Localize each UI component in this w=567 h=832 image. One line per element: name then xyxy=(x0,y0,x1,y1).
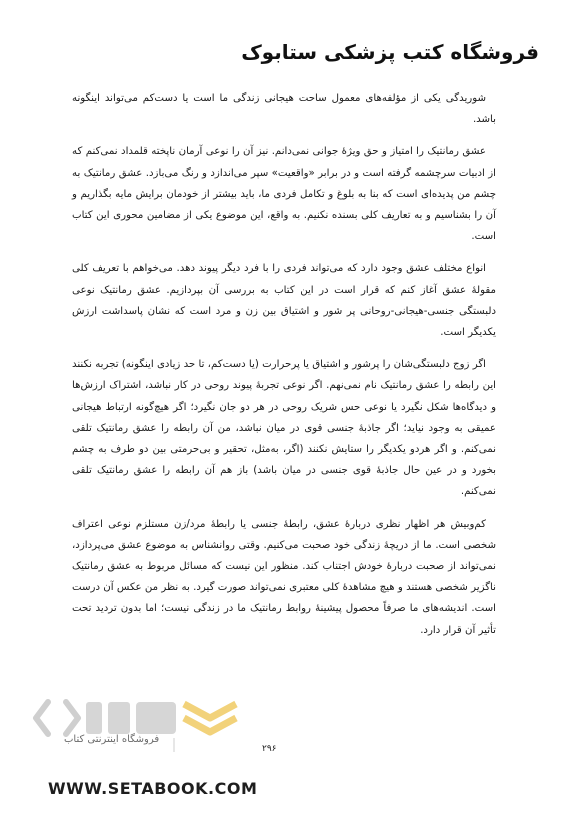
setabook-watermark-logo xyxy=(26,694,266,754)
watermark-subtitle: فروشگاه اینترنتی کتاب xyxy=(64,734,160,745)
watermark-letter-shape xyxy=(108,702,130,734)
paragraph: انواع مختلف عشق وجود دارد که می‌تواند فردی را با فرد دیگر پیوند دهد. می‌خواهم با تعریف کلی مقولهٔ عشق آغاز کنم که قرار است در این کتاب به بررسی آن بپردازیم. عشق رمانتیک نوعی دلبستگی جنسی-هیجانی-روحانی پر شور و اشتیاق بین زن و مرد است که نشان پاسداشت ارزش یکدیگر است. xyxy=(72,263,496,339)
watermark-letter-shape xyxy=(136,702,176,734)
watermark-gold-chevron-icon xyxy=(184,704,236,718)
paragraph: کم‌وبیش هر اظهار نظری دربارهٔ عشق، رابطهٔ جنسی یا رابطهٔ مرد/زن مستلزم نوعی اعتراف شخصی است. ما از دریچهٔ زندگی خود صحبت می‌کنیم. وقتی روانشناس به موضوع عشق می‌پردازد، نمی‌تواند از صحبت دربارهٔ خودش اجتناب کند. منظور این نیست که مسائل مربوط به عشق رمانتیک ناگزیر شخصی هستند و هیچ مشاهدهٔ کلی معتبری نمی‌تواند صورت گیرد. به نظر من عکس آن درست است. اندیشه‌های ما صرفاً محصول پیشینهٔ روابط رمانتیک ما در زندگی نیست؛ اما بدون تردید تحت تأثیر آن قرار دارد. xyxy=(72,518,496,636)
paragraph: شوریدگی یکی از مؤلفه‌های معمول ساحت هیجانی زندگی ما است یا دست‌کم می‌تواند اینگونه باشد. xyxy=(72,93,496,126)
page-number: ۲۹۶ xyxy=(262,744,277,754)
watermark-mid-brace-icon xyxy=(66,702,78,734)
footer-website-url: WWW.SETABOOK.COM xyxy=(48,779,258,798)
page-header-title: فروشگاه کتب پزشکی ستابوک xyxy=(241,40,539,64)
paragraph: عشق رمانتیک را امتیاز و حق ویژهٔ جوانی نمی‌دانم. نیز آن را نوعی آرمان ناپخته قلمداد نمی‌کنم که از ادبیات سرچشمه گرفته است و در برابر «واقعیت» سپر می‌اندازد و رنگ می‌بازد. عشق رمانتیک به چشم من پدیده‌ای است که بنا به بلوغ و تکامل فردی ما، باید بیشتر از خودمان برایش مایه بگذاریم و آن را بشناسیم و به تعاریف کلی بسنده نکنیم. به واقع، این موضوع یکی از مضامین محوری این کتاب است. xyxy=(72,146,496,243)
body-text xyxy=(72,88,496,652)
paragraph: اگر زوج دلبستگی‌شان را پرشور و اشتیاق یا پرحرارت (یا دست‌کم، تا حد زیادی اینگونه) تجربه نکنند این رابطه را عشق رمانتیک نام نمی‌نهم. اگر نوعی تجربهٔ پیوند روحی در کار نباشد، اشتراک ارزش‌ها و دیدگاه‌ها شکل نگیرد یا نوعی حس شریک روحی در هر دو جان نگیرد؛ اگر هیچ‌گونه ارتباط هیجانی عمیقی به وجود نیاید؛ اگر جاذبهٔ جنسی قوی در میان نباشد، من آن رابطه را عشق رمانتیک تلقی نمی‌کنم. و اگر هردو یکدیگر را ستایش نکنند (اگر، به‌مثل، تحقیر و بی‌حرمتی بین دو طرف به چشم بخورد و در عین حال جاذبهٔ قوی جنسی در میان باشد) باز هم آن رابطه را عشق رمانتیک تلقی نمی‌کنم. xyxy=(72,359,496,498)
watermark-letter-shape xyxy=(86,702,102,734)
watermark-left-brace-icon xyxy=(36,702,48,734)
